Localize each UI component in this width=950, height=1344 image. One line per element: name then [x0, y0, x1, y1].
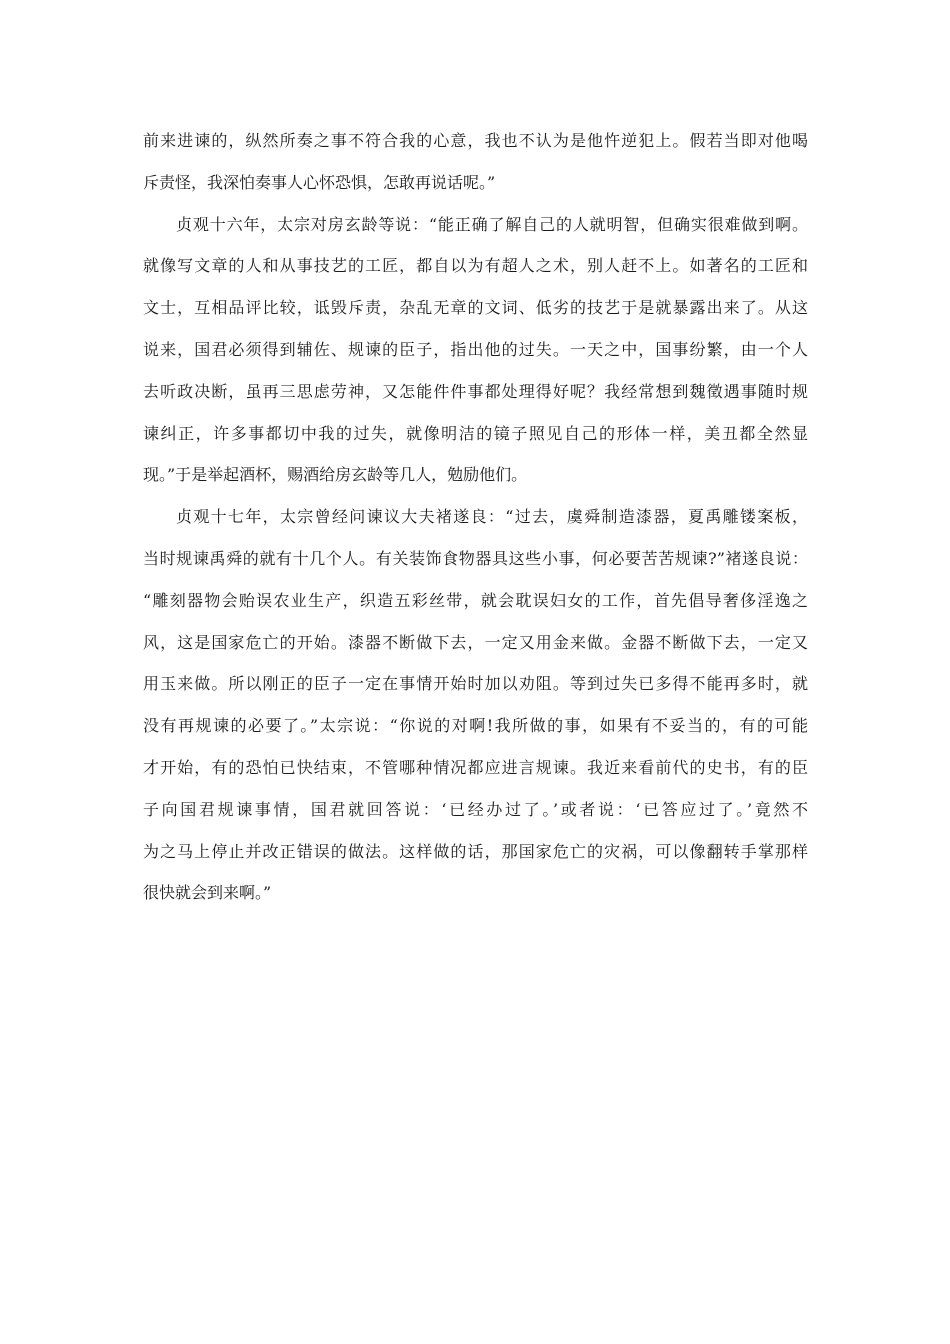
text-line: 风，这是国家危亡的开始。漆器不断做下去，一定又用金来做。金器不断做下去，一定又	[143, 632, 808, 652]
text-line: 贞观十六年，太宗对房玄龄等说：“能正确了解自己的人就明智，但确实很难做到啊。	[176, 214, 808, 234]
paragraph-2	[143, 204, 808, 497]
text-line: 才开始，有的恐怕已快结束，不管哪种情况都应进言规谏。我近来看前代的史书，有的臣	[143, 757, 808, 777]
document-body	[143, 120, 808, 914]
text-line: 去听政决断，虽再三思虑劳神，又怎能件件事都处理得好呢？我经常想到魏徵遇事随时规	[143, 381, 808, 401]
text-line: 文士，互相品评比较，诋毁斥责，杂乱无章的文词、低劣的技艺于是就暴露出来了。从这	[143, 298, 808, 318]
text-line: 没有再规谏的必要了。”太宗说：“你说的对啊!我所做的事，如果有不妥当的，有的可能	[143, 716, 808, 736]
text-line: 很快就会到来啊。”	[143, 883, 272, 903]
paragraph-1	[143, 120, 808, 204]
text-line: 当时规谏禹舜的就有十几个人。有关装饰食物器具这些小事，何必要苦苦规谏?”褚遂良说：	[143, 548, 808, 568]
text-line: 为之马上停止并改正错误的做法。这样做的话，那国家危亡的灾祸，可以像翻转手掌那样	[143, 841, 808, 861]
text-line: 谏纠正，许多事都切中我的过失，就像明洁的镜子照见自己的形体一样，美丑都全然显	[143, 423, 808, 443]
text-line: “雕刻器物会贻误农业生产，织造五彩丝带，就会耽误妇女的工作，首先倡导奢侈淫逸之	[143, 590, 808, 610]
text-line: 就像写文章的人和从事技艺的工匠，都自以为有超人之术，别人赶不上。如著名的工匠和	[143, 256, 808, 276]
text-line: 现。”于是举起酒杯，赐酒给房玄龄等几人，勉励他们。	[143, 465, 528, 485]
paragraph-3	[143, 496, 808, 914]
text-line: 子向国君规谏事情，国君就回答说：‘已经办过了。’或者说：‘已答应过了。’竟然不	[143, 799, 808, 819]
text-line: 前来进谏的，纵然所奏之事不符合我的心意，我也不认为是他忤逆犯上。假若当即对他喝	[143, 131, 808, 150]
text-line: 用玉来做。所以刚正的臣子一定在事情开始时加以劝阻。等到过失已多得不能再多时，就	[143, 674, 808, 694]
text-line: 说来，国君必须得到辅佐、规谏的臣子，指出他的过失。一天之中，国事纷繁，由一个人	[143, 339, 808, 359]
text-line: 贞观十七年，太宗曾经问谏议大夫褚遂良：“过去，虞舜制造漆器，夏禹雕镂案板，	[176, 507, 808, 527]
text-line: 斥责怪，我深怕奏事人心怀恐惧，怎敢再说话呢。”	[143, 172, 496, 192]
